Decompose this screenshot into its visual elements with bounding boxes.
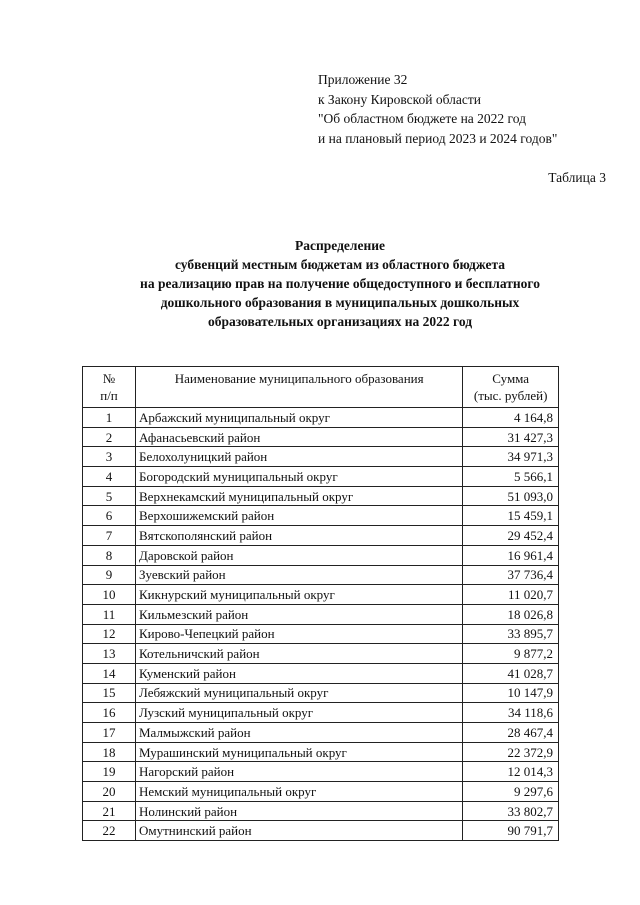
table-row (83, 703, 559, 723)
row-amount: 4 164,8 (463, 408, 559, 428)
row-amount: 9 297,6 (463, 782, 559, 802)
row-number: 19 (83, 762, 136, 782)
row-number: 10 (83, 585, 136, 605)
row-number: 4 (83, 467, 136, 487)
row-number: 14 (83, 663, 136, 683)
row-municipality: Котельничский район (136, 644, 463, 664)
row-municipality: Немский муниципальный округ (136, 782, 463, 802)
table-label: Таблица 3 (548, 170, 606, 185)
table-row (83, 801, 559, 821)
table-row (83, 447, 559, 467)
table-row (83, 742, 559, 762)
table-body (83, 408, 559, 841)
row-municipality: Нолинский район (136, 801, 463, 821)
table-row (83, 683, 559, 703)
table-header-row (83, 367, 559, 408)
row-amount: 33 895,7 (463, 624, 559, 644)
row-number: 15 (83, 683, 136, 703)
row-amount: 33 802,7 (463, 801, 559, 821)
row-municipality: Афанасьевский район (136, 427, 463, 447)
header-number (83, 367, 136, 408)
row-amount: 90 791,7 (463, 821, 559, 841)
heading-line: дошкольного образования в муниципальных дошкольных (160, 295, 520, 310)
row-number: 7 (83, 526, 136, 546)
heading-line: Распределение (294, 238, 386, 253)
row-municipality: Кикнурский муниципальный округ (136, 585, 463, 605)
row-number: 12 (83, 624, 136, 644)
row-number: 8 (83, 545, 136, 565)
table-row (83, 486, 559, 506)
row-municipality: Кильмезский район (136, 604, 463, 624)
header-name: Наименование муниципального образования (136, 367, 463, 408)
table-row (83, 663, 559, 683)
row-number: 2 (83, 427, 136, 447)
row-number: 20 (83, 782, 136, 802)
distribution-table (82, 366, 559, 841)
table-row (83, 408, 559, 428)
row-municipality: Кирово-Чепецкий район (136, 624, 463, 644)
table-row (83, 526, 559, 546)
row-municipality: Арбажский муниципальный округ (136, 408, 463, 428)
row-municipality: Верхошижемский район (136, 506, 463, 526)
row-amount: 9 877,2 (463, 644, 559, 664)
row-amount: 51 093,0 (463, 486, 559, 506)
row-number: 16 (83, 703, 136, 723)
header-sum-line1: Сумма (492, 371, 530, 386)
appendix-line: и на плановый период 2023 и 2024 годов" (318, 130, 558, 146)
row-number: 21 (83, 801, 136, 821)
row-amount: 5 566,1 (463, 467, 559, 487)
row-number: 9 (83, 565, 136, 585)
appendix-note (318, 70, 557, 148)
row-amount: 16 961,4 (463, 545, 559, 565)
row-number: 5 (83, 486, 136, 506)
table-row (83, 624, 559, 644)
row-amount: 29 452,4 (463, 526, 559, 546)
row-amount: 28 467,4 (463, 723, 559, 743)
row-number: 13 (83, 644, 136, 664)
heading-line: на реализацию прав на получение общедоступного и бесплатного (140, 276, 540, 291)
row-number: 22 (83, 821, 136, 841)
heading-line: образовательных организациях на 2022 год (207, 314, 473, 329)
table-row (83, 723, 559, 743)
document-heading (60, 236, 620, 331)
row-number: 11 (83, 604, 136, 624)
table-row (83, 506, 559, 526)
row-amount: 34 118,6 (463, 703, 559, 723)
row-municipality: Лузский муниципальный округ (136, 703, 463, 723)
header-number-line1: № (102, 371, 116, 386)
row-municipality: Омутнинский район (136, 821, 463, 841)
table-row (83, 821, 559, 841)
row-number: 6 (83, 506, 136, 526)
row-number: 1 (83, 408, 136, 428)
row-municipality: Мурашинский муниципальный округ (136, 742, 463, 762)
row-municipality: Зуевский район (136, 565, 463, 585)
table-row (83, 782, 559, 802)
row-municipality: Куменский район (136, 663, 463, 683)
row-municipality: Богородский муниципальный округ (136, 467, 463, 487)
row-municipality: Лебяжский муниципальный округ (136, 683, 463, 703)
row-municipality: Белохолуницкий район (136, 447, 463, 467)
table-row (83, 585, 559, 605)
table-row (83, 427, 559, 447)
table-row (83, 545, 559, 565)
row-amount: 12 014,3 (463, 762, 559, 782)
row-amount: 41 028,7 (463, 663, 559, 683)
appendix-line: Приложение 32 (318, 72, 408, 87)
table-row (83, 604, 559, 624)
table-row (83, 565, 559, 585)
header-number-line2: п/п (100, 388, 118, 403)
row-number: 18 (83, 742, 136, 762)
row-amount: 37 736,4 (463, 565, 559, 585)
row-municipality: Малмыжский район (136, 723, 463, 743)
row-number: 17 (83, 723, 136, 743)
table-row (83, 644, 559, 664)
row-amount: 15 459,1 (463, 506, 559, 526)
appendix-line: к Закону Кировской области (318, 91, 482, 107)
row-amount: 11 020,7 (463, 585, 559, 605)
row-amount: 31 427,3 (463, 427, 559, 447)
heading-line: субвенций местным бюджетам из областного бюджета (174, 257, 506, 272)
row-amount: 10 147,9 (463, 683, 559, 703)
row-amount: 34 971,3 (463, 447, 559, 467)
header-sum (463, 367, 559, 408)
row-municipality: Верхнекамский муниципальный округ (136, 486, 463, 506)
header-sum-line2: (тыс. рублей) (473, 388, 548, 403)
row-municipality: Даровской район (136, 545, 463, 565)
row-municipality: Нагорский район (136, 762, 463, 782)
row-amount: 22 372,9 (463, 742, 559, 762)
table-row (83, 762, 559, 782)
appendix-line: "Об областном бюджете на 2022 год (318, 111, 526, 126)
row-municipality: Вятскополянский район (136, 526, 463, 546)
row-number: 3 (83, 447, 136, 467)
row-amount: 18 026,8 (463, 604, 559, 624)
table-row (83, 467, 559, 487)
